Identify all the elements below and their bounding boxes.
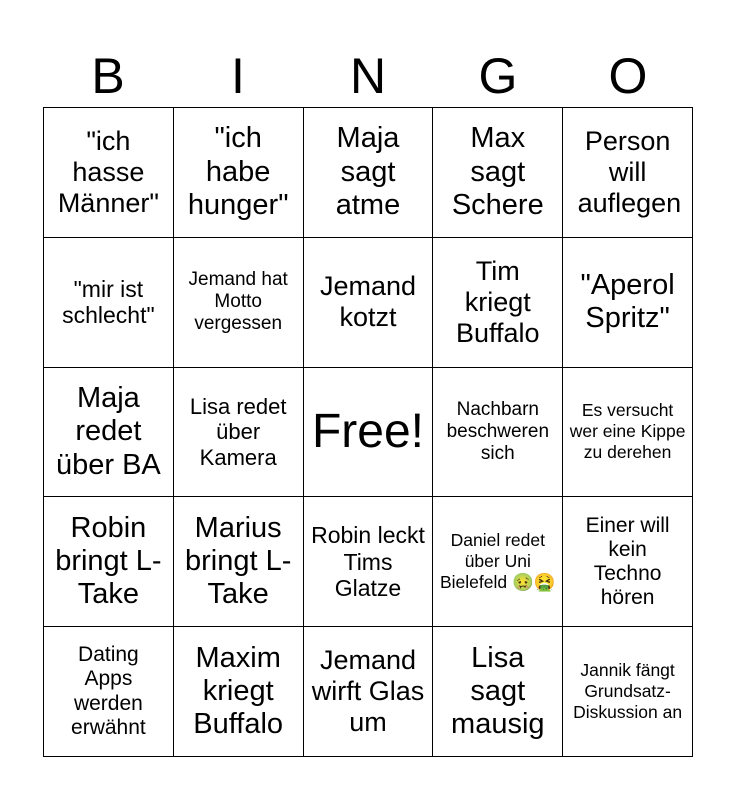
- cell-text: Jannik fängt Grundsatz-Diskussion an: [573, 660, 683, 723]
- bingo-cell[interactable]: [44, 238, 174, 368]
- bingo-cell[interactable]: [433, 497, 563, 627]
- cell-text: Einer will kein Techno hören: [585, 513, 670, 609]
- header-letter-n: N: [349, 48, 387, 104]
- bingo-header: [43, 46, 693, 106]
- cell-text: Robin leckt Tims Glatze: [311, 522, 425, 601]
- cell-text: Daniel redet über Uni Bielefeld 🤢🤮: [439, 530, 556, 593]
- bingo-cell[interactable]: [44, 627, 174, 757]
- bingo-cell[interactable]: [174, 238, 304, 368]
- cell-text: Jemand kotzt: [319, 271, 417, 333]
- bingo-cell[interactable]: [304, 368, 434, 498]
- bingo-cell[interactable]: [304, 497, 434, 627]
- bingo-cell[interactable]: [174, 497, 304, 627]
- header-letter-o: O: [608, 48, 648, 104]
- bingo-cell[interactable]: [44, 497, 174, 627]
- cell-text: Robin bringt L-Take: [55, 511, 162, 611]
- bingo-cell[interactable]: [44, 108, 174, 238]
- bingo-cell[interactable]: [563, 497, 693, 627]
- cell-text: Max sagt Schere: [451, 122, 544, 222]
- bingo-cell[interactable]: [174, 627, 304, 757]
- cell-text: Maxim kriegt Buffalo: [193, 641, 284, 741]
- bingo-cell[interactable]: [433, 238, 563, 368]
- header-letter-b: B: [91, 48, 125, 104]
- cell-text: Maja redet über BA: [55, 381, 161, 481]
- bingo-cell[interactable]: [433, 368, 563, 498]
- header-letter-i: I: [231, 48, 245, 104]
- cell-text: Person will auflegen: [577, 125, 682, 218]
- cell-text: Maja sagt atme: [335, 122, 401, 222]
- bingo-cell[interactable]: [563, 368, 693, 498]
- free-space-label: Free!: [311, 405, 424, 459]
- cell-text: Jemand wirft Glas um: [311, 645, 425, 738]
- bingo-cell[interactable]: [174, 108, 304, 238]
- cell-text: Nachbarn beschweren sich: [446, 399, 550, 464]
- cell-text: Lisa redet über Kamera: [189, 394, 287, 470]
- bingo-cell[interactable]: [304, 627, 434, 757]
- bingo-cell[interactable]: [304, 238, 434, 368]
- cell-text: Dating Apps werden erwähnt: [71, 643, 146, 739]
- cell-text: "mir ist schlecht": [62, 275, 155, 329]
- cell-text: Marius bringt L-Take: [184, 511, 292, 611]
- bingo-cell[interactable]: [563, 108, 693, 238]
- bingo-cell[interactable]: [433, 108, 563, 238]
- cell-text: Lisa sagt mausig: [451, 641, 545, 741]
- bingo-cell[interactable]: [563, 238, 693, 368]
- cell-text: "ich hasse Männer": [57, 125, 159, 218]
- cell-text: Es versucht wer eine Kippe zu derehen: [569, 400, 686, 463]
- bingo-cell[interactable]: [304, 108, 434, 238]
- cell-text: "ich habe hunger": [187, 122, 289, 222]
- bingo-grid: [43, 107, 693, 757]
- bingo-cell[interactable]: [44, 368, 174, 498]
- cell-text: Jemand hat Motto vergessen: [188, 269, 288, 335]
- header-letter-g: G: [478, 48, 518, 104]
- bingo-cell[interactable]: [433, 627, 563, 757]
- bingo-cell[interactable]: [174, 368, 304, 498]
- cell-text: Tim kriegt Buffalo: [455, 255, 540, 348]
- cell-text: "Aperol Spritz": [580, 268, 675, 335]
- bingo-cell[interactable]: [563, 627, 693, 757]
